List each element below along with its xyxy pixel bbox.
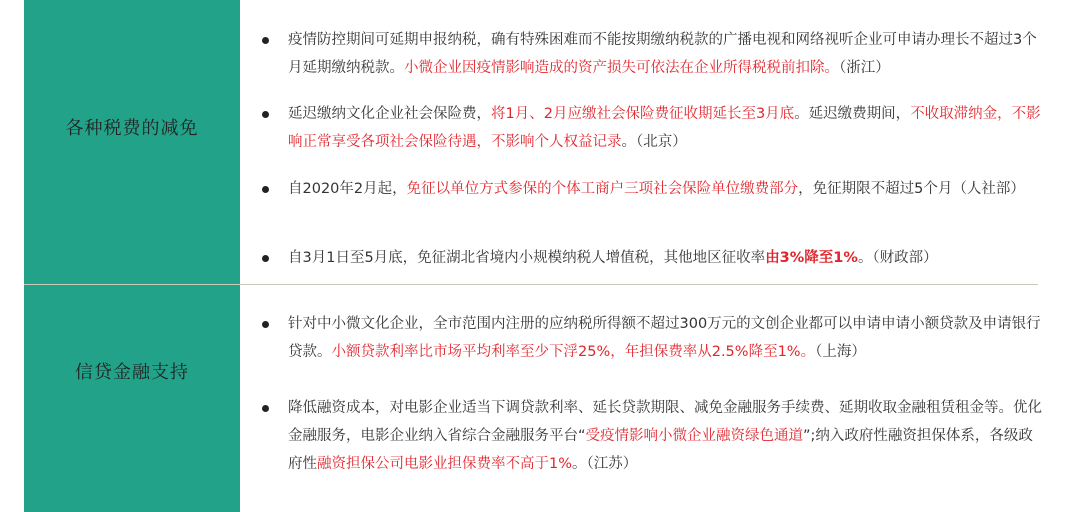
list-item: [262, 310, 1047, 366]
text-span: 。（财政部）: [857, 250, 938, 266]
list-item-text: [288, 100, 1047, 156]
section-divider: [24, 284, 1038, 285]
text-span: （上海）: [815, 344, 866, 360]
text-span: （浙江）: [839, 60, 890, 76]
highlight-text: 小额贷款利率比市场平均利率至少下浮25%，年担保费率从2.5%降至1%。: [331, 344, 816, 360]
text-span: 。（江苏）: [572, 456, 638, 472]
highlight-text: 由3%降至1%: [765, 250, 858, 266]
highlight-text: 小微企业因疫情影响造成的资产损失可依法在企业所得税税前扣除。: [404, 60, 839, 76]
list-item-text: [288, 310, 1047, 366]
section-title-tax-relief: 各种税费的减免: [65, 118, 199, 139]
list-item: [262, 175, 1047, 203]
list-item: [262, 100, 1047, 156]
list-item-text: [288, 26, 1047, 82]
text-span: 自3月1日至5月底，免征湖北省境内小规模纳税人增值税，其他地区征收率: [288, 250, 766, 266]
bullet-icon: [262, 111, 269, 118]
list-item-text: [288, 175, 1047, 203]
list-item-text: [288, 244, 1047, 272]
bullet-icon: [262, 255, 269, 262]
bullet-icon: [262, 321, 269, 328]
section-title-credit-support: 信贷金融支持: [75, 362, 189, 383]
highlight-text: 不收取滞纳金，不影响正常享受各项社会保险待遇，不影响个人权益记录: [288, 106, 1041, 150]
highlight-text: 融资担保公司电影业担保费率不高于1%: [317, 456, 573, 472]
bullet-icon: [262, 186, 269, 193]
text-span: 延迟缴纳文化企业社会保险费，: [288, 106, 491, 122]
highlight-text: 将1月、2月应缴社会保险费征收期延长至3月底: [491, 106, 795, 122]
text-span: 降低融资成本，对电影企业适当下调贷款利率、延长贷款期限、减免金融服务手续费、延期收取金融租赁租金等。优化金融服务，电影企业纳入省综合金融服务平台“: [288, 400, 1042, 444]
highlight-text: 免征以单位方式参保的个体工商户三项社会保险单位缴费部分: [406, 181, 799, 197]
highlight-text: 受疫情影响小微企业融资绿色通道: [585, 428, 804, 444]
text-span: ，免征期限不超过5个月（人社部）: [798, 181, 1025, 197]
sidebar-panel: [24, 0, 240, 512]
list-item: [262, 26, 1047, 82]
text-span: 自2020年2月起，: [288, 181, 407, 197]
text-span: 。延迟缴费期间，: [794, 106, 911, 122]
text-span: 疫情防控期间可延期申报纳税，确有特殊困难而不能按期缴纳税款的广播电视和网络视听企业可申请办理长不超过3个月延期缴纳税款。: [288, 32, 1037, 76]
bullet-icon: [262, 405, 269, 412]
list-item: [262, 394, 1047, 478]
list-item: [262, 244, 1047, 272]
bullet-icon: [262, 37, 269, 44]
list-item-text: [288, 394, 1047, 478]
text-span: ”;纳入政府性融资担保体系，各级政府性: [288, 428, 1033, 472]
text-span: 。（北京）: [621, 134, 687, 150]
text-span: 针对中小微文化企业，全市范围内注册的应纳税所得额不超过300万元的文创企业都可以申请申请小额贷款及申请银行贷款。: [288, 316, 1041, 360]
